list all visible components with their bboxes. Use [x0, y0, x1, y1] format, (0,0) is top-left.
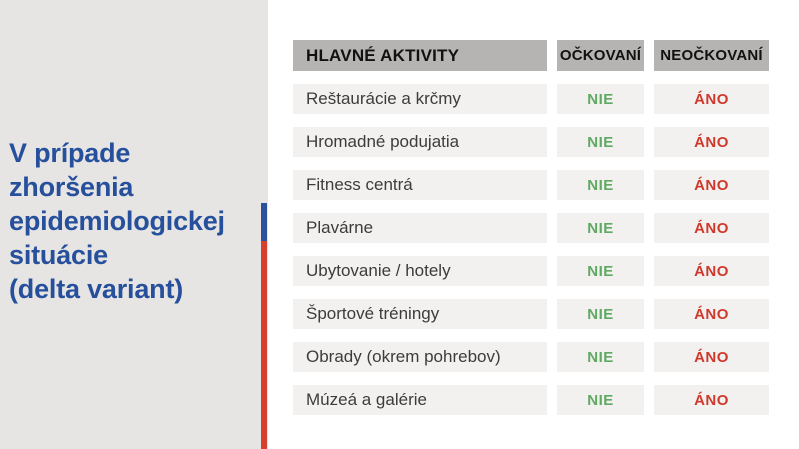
slide-title-line: zhoršenia	[9, 172, 134, 202]
slide-title-line: (delta variant)	[9, 274, 184, 304]
activity-cell: Hromadné podujatia	[293, 127, 547, 157]
header-unvaccinated: NEOČKOVANÍ	[654, 40, 769, 71]
vaccinated-cell: NIE	[557, 84, 644, 114]
unvaccinated-cell: ÁNO	[654, 84, 769, 114]
vaccinated-cell: NIE	[557, 213, 644, 243]
unvaccinated-cell: ÁNO	[654, 385, 769, 415]
activity-cell: Plavárne	[293, 213, 547, 243]
vaccinated-cell: NIE	[557, 385, 644, 415]
vaccinated-cell: NIE	[557, 127, 644, 157]
unvaccinated-cell: ÁNO	[654, 342, 769, 372]
activity-cell: Múzeá a galérie	[293, 385, 547, 415]
activity-cell: Športové tréningy	[293, 299, 547, 329]
activity-cell: Reštaurácie a krčmy	[293, 84, 547, 114]
vaccinated-cell: NIE	[557, 342, 644, 372]
unvaccinated-cell: ÁNO	[654, 170, 769, 200]
accent-bar-blue	[261, 203, 267, 241]
vaccinated-cell: NIE	[557, 256, 644, 286]
header-vaccinated: OČKOVANÍ	[557, 40, 644, 71]
slide-title	[9, 136, 225, 306]
slide-title-line: situácie	[9, 240, 108, 270]
slide-title-line: V prípade	[9, 138, 131, 168]
unvaccinated-cell: ÁNO	[654, 256, 769, 286]
header-main-activities: HLAVNÉ AKTIVITY	[293, 40, 547, 71]
activity-cell: Ubytovanie / hotely	[293, 256, 547, 286]
vaccinated-cell: NIE	[557, 170, 644, 200]
unvaccinated-cell: ÁNO	[654, 127, 769, 157]
unvaccinated-cell: ÁNO	[654, 213, 769, 243]
vaccinated-cell: NIE	[557, 299, 644, 329]
left-panel	[0, 0, 268, 449]
activity-cell: Obrady (okrem pohrebov)	[293, 342, 547, 372]
accent-bar-red	[261, 241, 267, 449]
activity-cell: Fitness centrá	[293, 170, 547, 200]
activities-table	[293, 40, 769, 415]
unvaccinated-cell: ÁNO	[654, 299, 769, 329]
slide-title-line: epidemiologickej	[9, 206, 225, 236]
